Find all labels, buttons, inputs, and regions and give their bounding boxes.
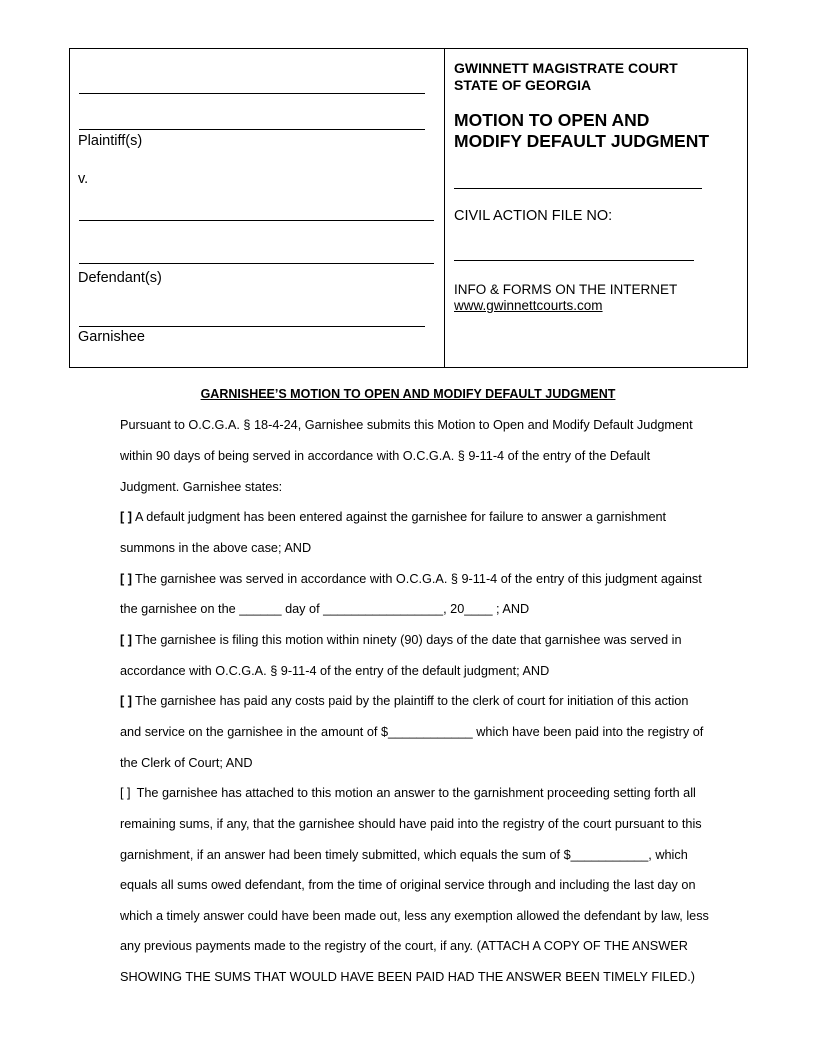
court-state: STATE OF GEORGIA bbox=[454, 77, 592, 93]
item-2-line: the garnishee on the ______ day of _________________, 20____ ; AND bbox=[120, 602, 530, 616]
item-1-line: [ ] A default judgment has been entered against the garnishee for failure to answer a garnishment bbox=[120, 510, 667, 524]
form-title-line-1: MOTION TO OPEN AND bbox=[454, 110, 650, 130]
defendant-label: Defendant(s) bbox=[78, 270, 162, 286]
garnishee-line[interactable] bbox=[79, 326, 425, 327]
item-5-line: any previous payments made to the registry of the court, if any. (ATTACH A COPY OF THE ANSWER bbox=[120, 939, 688, 953]
item-5-line: remaining sums, if any, that the garnishee should have paid into the registry of the court pursuant to this bbox=[120, 817, 702, 831]
defendant-line-1[interactable] bbox=[79, 220, 434, 221]
item-5-line: equals all sums owed defendant, from the time of original service through and including the last day on bbox=[120, 878, 696, 892]
plaintiff-line-1[interactable] bbox=[79, 93, 425, 94]
item-1-line: summons in the above case; AND bbox=[120, 541, 312, 555]
checkbox-item-2[interactable]: [ ] bbox=[120, 572, 132, 586]
motion-heading: GARNISHEE’S MOTION TO OPEN AND MODIFY DEFAULT JUDGMENT bbox=[200, 387, 616, 401]
case-caption-box bbox=[69, 48, 748, 368]
intro-line: within 90 days of being served in accordance with O.C.G.A. § 9-11-4 of the entry of the Default bbox=[120, 449, 651, 463]
court-name: GWINNETT MAGISTRATE COURT bbox=[454, 60, 678, 76]
civil-action-number-line[interactable] bbox=[454, 260, 694, 261]
item-2-line: [ ] The garnishee was served in accordance with O.C.G.A. § 9-11-4 of the entry of this judgment against bbox=[120, 572, 702, 586]
info-forms-text: INFO & FORMS ON THE INTERNET bbox=[454, 282, 678, 297]
plaintiff-line-2[interactable] bbox=[79, 129, 425, 130]
case-blank-line[interactable] bbox=[454, 188, 702, 189]
item-4-line: and service on the garnishee in the amount of $____________ which have been paid into the registry of bbox=[120, 725, 704, 739]
item-3-line: [ ] The garnishee is filing this motion within ninety (90) days of the date that garnishee was served in bbox=[120, 633, 682, 647]
garnishee-label: Garnishee bbox=[78, 329, 145, 345]
intro-line: Judgment. Garnishee states: bbox=[120, 480, 283, 494]
item-5-line: garnishment, if an answer had been timely submitted, which equals the sum of $___________, which bbox=[120, 848, 688, 862]
form-title-line-2: MODIFY DEFAULT JUDGMENT bbox=[454, 131, 710, 151]
item-4-line: the Clerk of Court; AND bbox=[120, 756, 253, 770]
intro-line: Pursuant to O.C.G.A. § 18-4-24, Garnishee submits this Motion to Open and Modify Default Judgment bbox=[120, 418, 693, 432]
versus-label: v. bbox=[78, 171, 89, 187]
checkbox-item-4[interactable]: [ ] bbox=[120, 694, 132, 708]
checkbox-item-1[interactable]: [ ] bbox=[120, 510, 132, 524]
plaintiff-label: Plaintiff(s) bbox=[78, 133, 143, 149]
checkbox-item-3[interactable]: [ ] bbox=[120, 633, 132, 647]
civil-action-label: CIVIL ACTION FILE NO: bbox=[454, 208, 613, 224]
defendant-line-2[interactable] bbox=[79, 263, 434, 264]
checkbox-item-5[interactable]: [ ] bbox=[120, 786, 131, 800]
item-3-line: accordance with O.C.G.A. § 9-11-4 of the entry of the default judgment; AND bbox=[120, 664, 550, 678]
item-4-line: [ ] The garnishee has paid any costs paid by the plaintiff to the clerk of court for initiation of this action bbox=[120, 694, 689, 708]
caption-divider bbox=[444, 49, 445, 367]
item-5-line: [ ] The garnishee has attached to this motion an answer to the garnishment proceeding setting forth all bbox=[120, 786, 696, 800]
website-link[interactable]: www.gwinnettcourts.com bbox=[454, 298, 603, 313]
item-5-line: SHOWING THE SUMS THAT WOULD HAVE BEEN PAID HAD THE ANSWER BEEN TIMELY FILED.) bbox=[120, 970, 696, 984]
item-5-line: which a timely answer could have been made out, less any exemption allowed the defendant by law, less bbox=[120, 909, 709, 923]
